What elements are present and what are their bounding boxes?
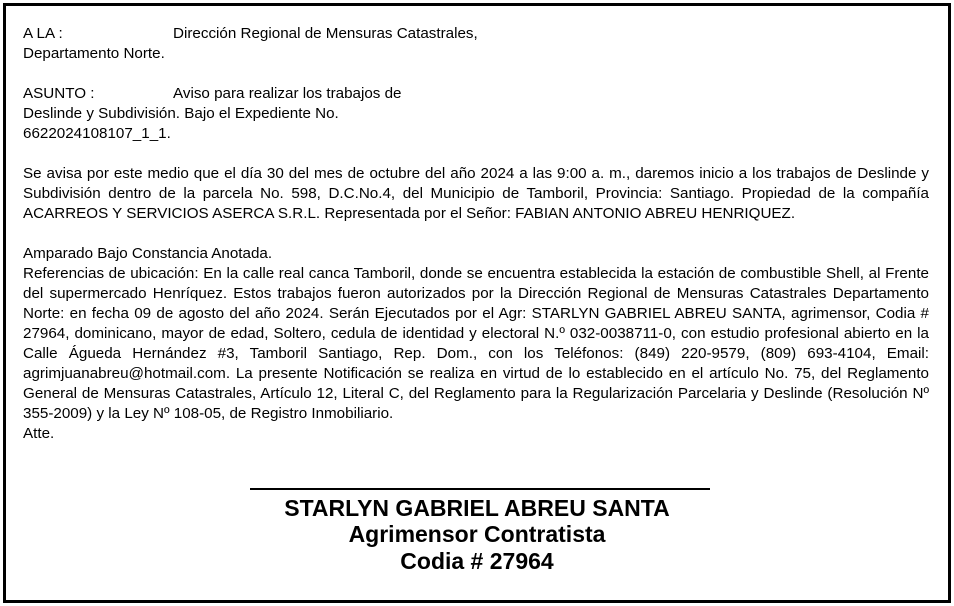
addressee-label: A LA : bbox=[23, 25, 63, 42]
location-paragraph: Referencias de ubicación: En la calle real canca Tamboril, donde se encuentra establecida la estación de combustible Shell, al Frente del supermercado Henríquez. Estos trabajos fueron autorizados por la Dirección Regional de Mensuras Catastrales Departamento Norte: en fecha 09 de agosto del año 2024. Serán Ejecutados por el Agr: STARLYN GABRIEL ABREU SANTA, agrimensor, Codia # 27964, dominicano, mayor de edad, Soltero, cedula de identidad y electoral N.º 032-0038711-0, con estudio profesional abierto en la Calle Águeda Hernández #3, Tamboril Santiago, Rep. Dom., con los Teléfonos: (849) 220-9579, (809) 693-4104, Email: agrimjuanabreu@hotmail.com. La presente Notificación se realiza en virtud de lo establecido en el artículo No. 75, del Reglamento General de Mensuras Catastrales, Artículo 12, Literal C, del Reglamento para la Regularización Parcelaria y Deslinde (Resolución Nº 355-2009) y la Ley Nº 108-05, de Registro Inmobiliario. bbox=[23, 265, 929, 422]
signature-block bbox=[6, 488, 948, 574]
subject-value: Aviso para realizar los trabajos de bbox=[173, 85, 402, 102]
signer-codia: Codia # 27964 bbox=[400, 548, 554, 574]
signer-title: Agrimensor Contratista bbox=[348, 521, 606, 547]
signer-name: STARLYN GABRIEL ABREU SANTA bbox=[284, 495, 670, 521]
addressee-continuation: Departamento Norte. bbox=[23, 45, 165, 62]
subject-continuation: Deslinde y Subdivisión. Bajo el Expediente No. bbox=[23, 105, 339, 122]
closing: Atte. bbox=[23, 425, 55, 442]
subject-line bbox=[23, 84, 929, 104]
file-number: 6622024108107_1_1. bbox=[23, 125, 171, 142]
addressee-value: Dirección Regional de Mensuras Catastrales, bbox=[173, 25, 478, 42]
subject-label: ASUNTO : bbox=[23, 85, 95, 102]
addressee-line bbox=[23, 24, 929, 44]
constancy-line: Amparado Bajo Constancia Anotada. bbox=[23, 245, 273, 262]
notice-paragraph: Se avisa por este medio que el día 30 del mes de octubre del año 2024 a las 9:00 a. m., daremos inicio a los trabajos de Deslinde y Subdivisión dentro de la parcela No. 598, D.C.No.4, del Municipio de Tamboril, Provincia: Santiago. Propiedad de la compañía ACARREOS Y SERVICIOS ASERCA S.R.L. Representada por el Señor: FABIAN ANTONIO ABREU HENRIQUEZ. bbox=[23, 165, 929, 222]
notice-body bbox=[23, 24, 929, 444]
notice-frame bbox=[3, 3, 951, 603]
signature-line bbox=[250, 488, 710, 490]
